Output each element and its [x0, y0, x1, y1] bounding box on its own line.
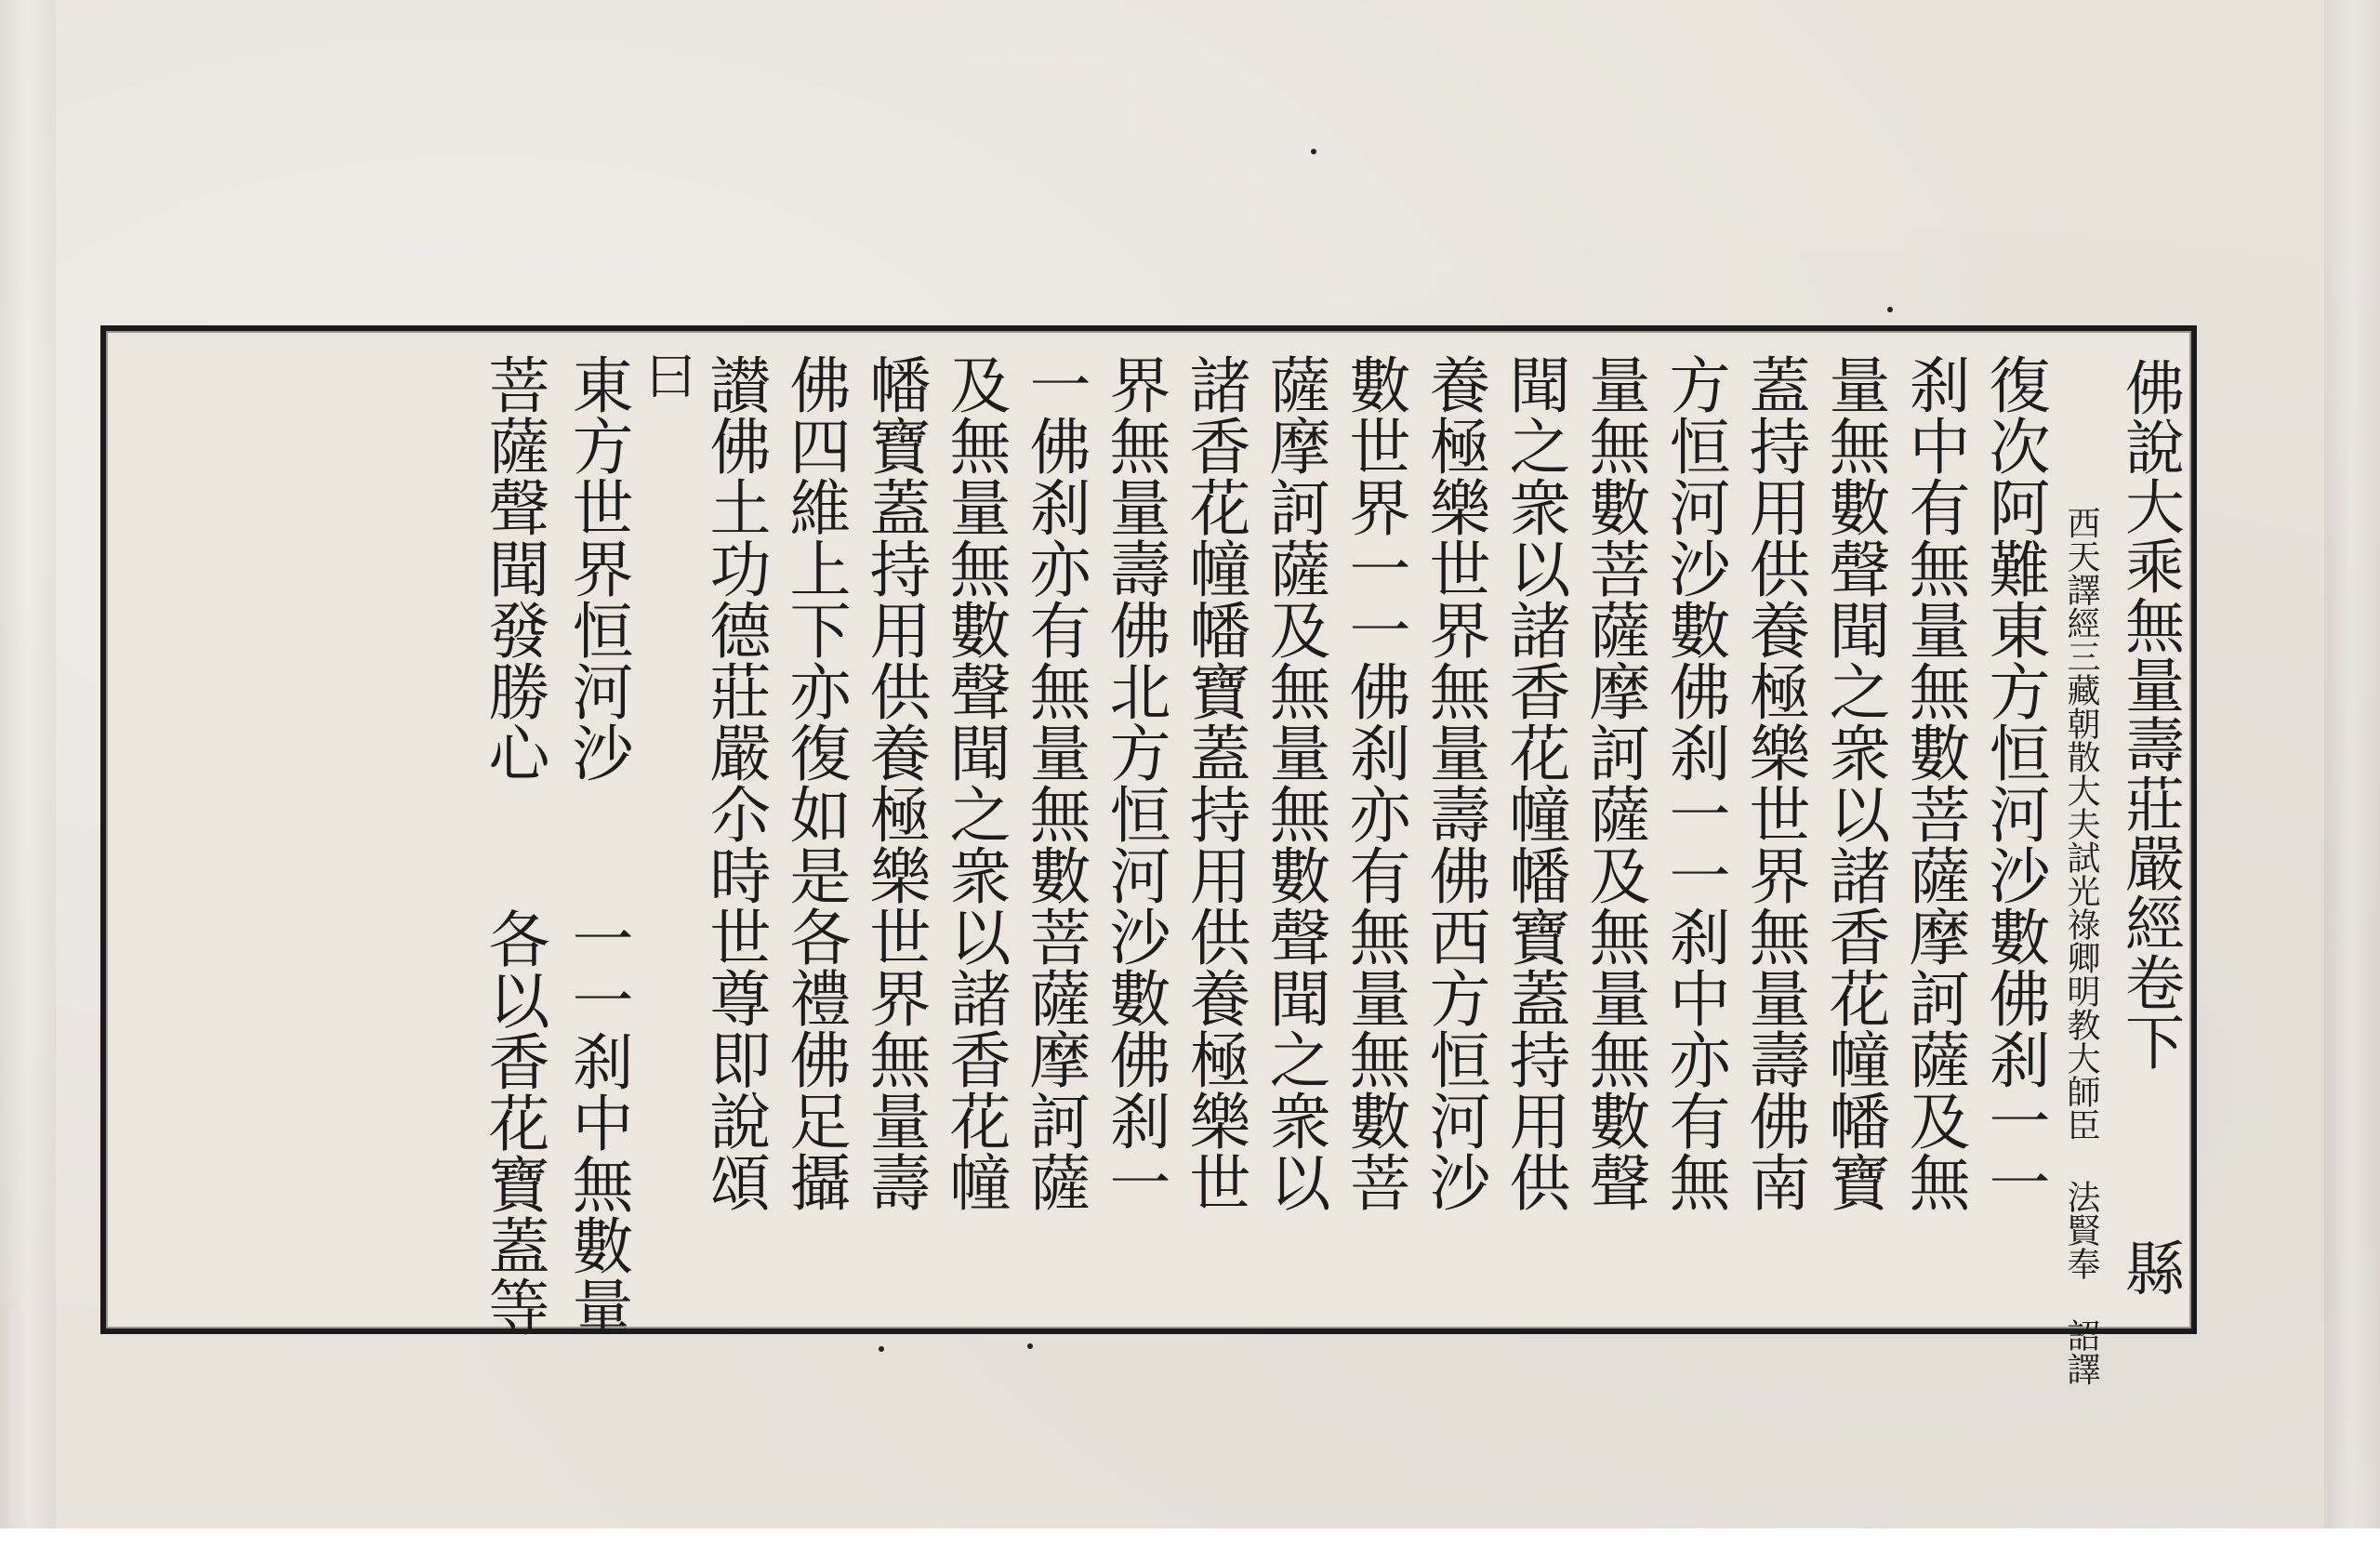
closing-char: 曰 [638, 350, 696, 400]
ink-speck [1027, 1343, 1033, 1349]
text-column: 方恒河沙數佛刹一一刹中亦有無 [1659, 353, 1730, 1212]
text-column: 界無量壽佛北方恒河沙數佛刹一 [1099, 353, 1170, 1212]
text-column: 刹中有無量無數菩薩摩訶薩及無 [1898, 353, 1970, 1212]
sutra-title [2108, 331, 2191, 1297]
verse-line [471, 331, 555, 1337]
text-column: 薩摩訶薩及無量無數聲聞之衆以 [1259, 353, 1330, 1212]
text-column: 諸香花幢幡寶蓋持用供養極樂世 [1179, 353, 1250, 1212]
translator-credit: 西天譯經三藏朝散大夫試光祿卿明教大師臣 法賢奉 詔譯 [2062, 506, 2100, 1385]
ink-speck [1311, 149, 1316, 154]
ink-speck [879, 1346, 884, 1352]
paper-bottom-edge [0, 1528, 2380, 1547]
district-mark: 縣 [2115, 1237, 2184, 1297]
paper-fold-left [0, 0, 56, 1547]
text-column: 幡寶蓋持用供養極樂世界無量壽 [859, 353, 931, 1212]
text-column: 一佛刹亦有無量無數菩薩摩訶薩 [1019, 353, 1091, 1212]
ink-speck [1887, 307, 1893, 312]
text-column: 及無量無數聲聞之衆以諸香花幢 [939, 353, 1011, 1212]
verse-upper: 東方世界恒河沙 [562, 353, 633, 783]
text-column: 復次阿難東方恒河沙數佛刹一一 [1978, 353, 2050, 1212]
verse-lower: 一一刹中無數量 [562, 907, 633, 1337]
text-column: 佛四維上下亦復如是各禮佛足攝 [779, 353, 851, 1212]
text-column: 養極樂世界無量壽佛西方恒河沙 [1419, 353, 1490, 1212]
text-column: 量無數聲聞之衆以諸香花幢幡寶 [1818, 353, 1890, 1212]
sutra-title-text: 佛說大乘無量壽莊嚴經卷下 [2115, 357, 2184, 1071]
text-column: 蓋持用供養極樂世界無量壽佛南 [1739, 353, 1810, 1212]
text-column: 聞之衆以諸香花幢幡寶蓋持用供 [1499, 353, 1570, 1212]
verse-lower: 各以香花寶蓋等 [478, 907, 549, 1337]
paper-fold-right [2324, 0, 2380, 1547]
verse-upper: 菩薩聲聞發勝心 [478, 353, 549, 783]
text-column: 量無數菩薩摩訶薩及無量無數聲 [1579, 353, 1650, 1212]
text-column: 數世界一一佛刹亦有無量無數菩 [1339, 353, 1410, 1212]
verse-line [555, 331, 639, 1337]
printed-text-frame [100, 325, 2197, 1385]
text-columns [471, 331, 2191, 1385]
text-column: 讃佛土功德莊嚴尒時世尊即說頌 [699, 353, 771, 1212]
